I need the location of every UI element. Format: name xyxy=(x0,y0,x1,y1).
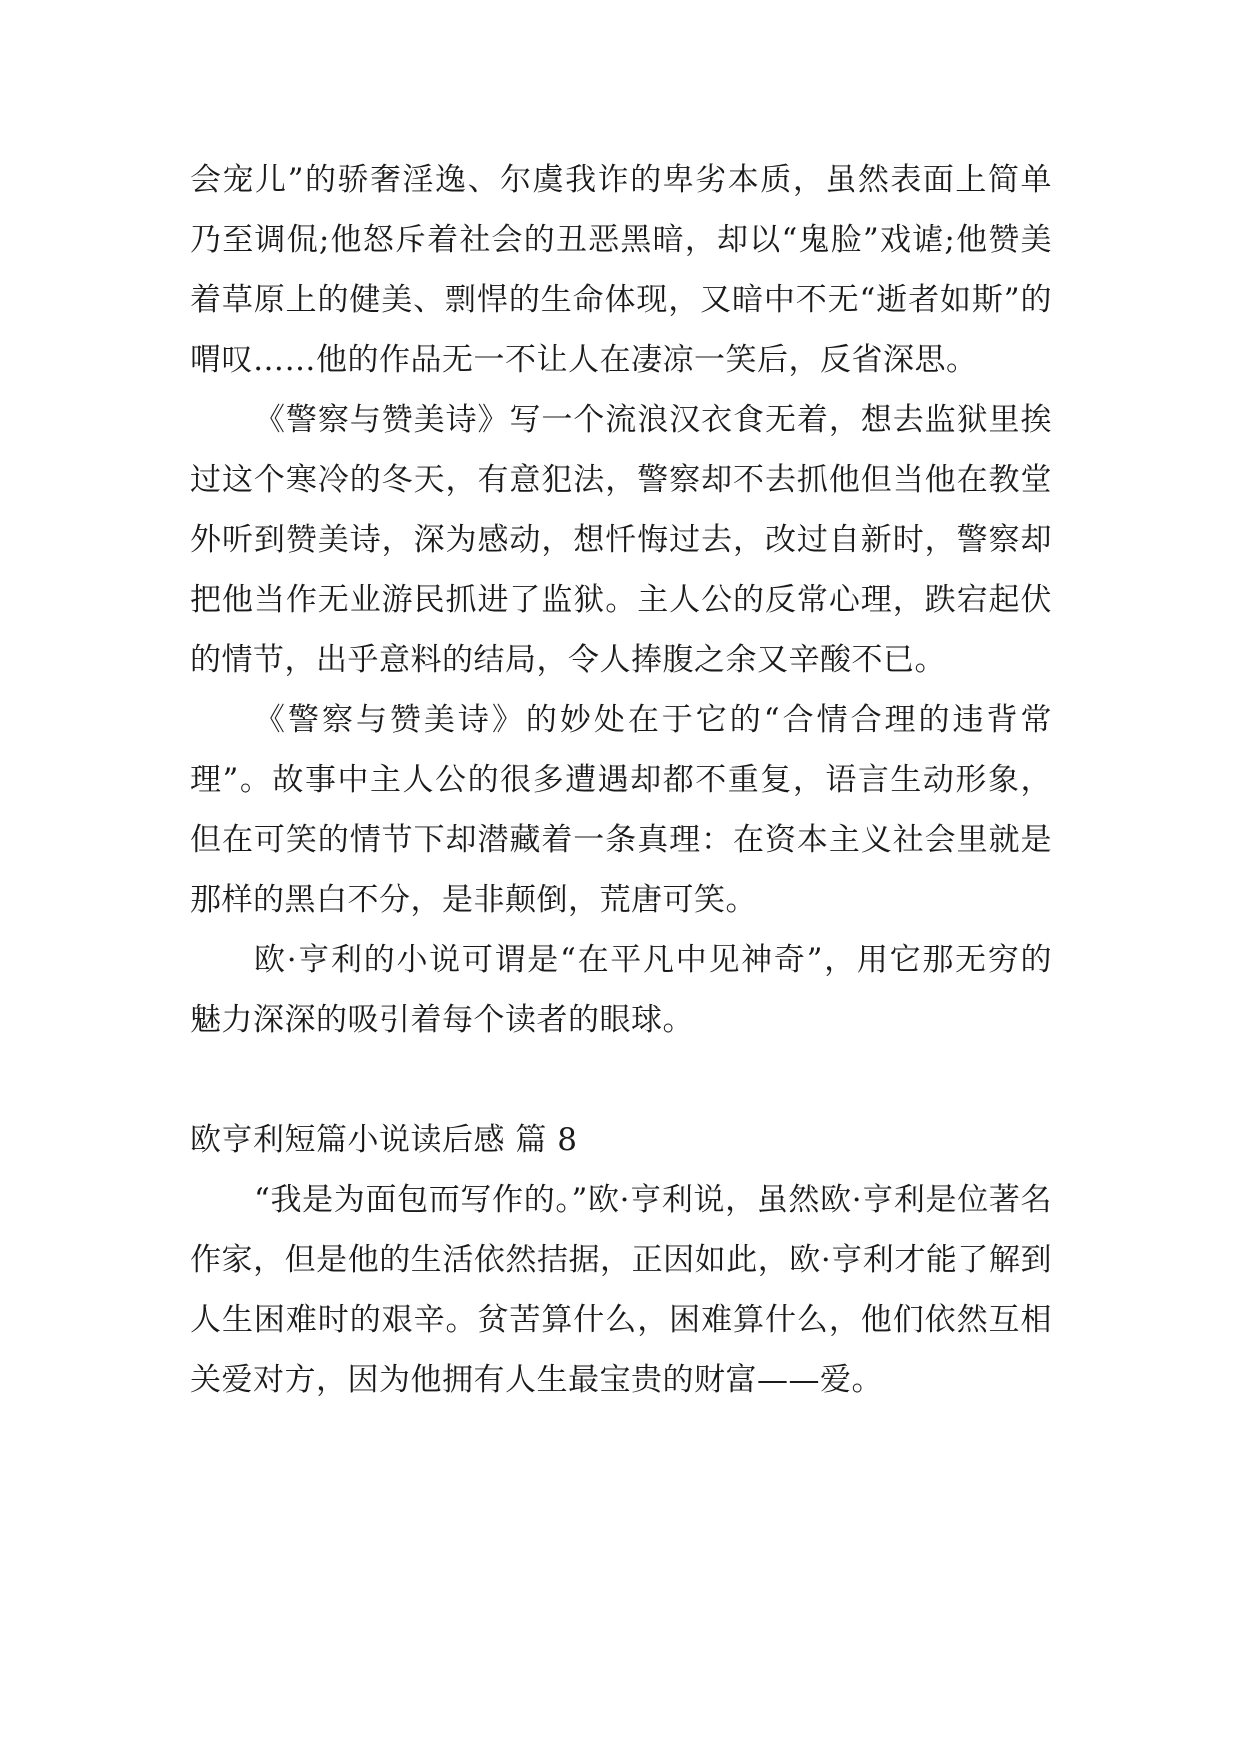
paragraph-continuation: 会宠儿”的骄奢淫逸、尔虞我诈的卑劣本质，虽然表面上简单乃至调侃;他怒斥着社会的丑恶黑暗，却以“鬼脸”戏谑;他赞美着草原上的健美、剽悍的生命体现，又暗中不无“逝者如斯”的喟叹……他的作品无一不让人在凄凉一笑后，反省深思。 xyxy=(190,162,1052,378)
document-page xyxy=(190,150,1052,1410)
paragraph-police-hymn-analysis: 《警察与赞美诗》的妙处在于它的“合情合理的违背常理”。故事中主人公的很多遭遇却都不重复，语言生动形象，但在可笑的情节下却潜藏着一条真理：在资本主义社会里就是那样的黑白不分，是非颠倒，荒唐可笑。 xyxy=(190,702,1052,918)
paragraph-bread-quote: “我是为面包而写作的。”欧·亨利说，虽然欧·亨利是位著名作家，但是他的生活依然拮据，正因如此，欧·亨利才能了解到人生困难时的艰辛。贫苦算什么，困难算什么，他们依然互相关爱对方，因为他拥有人生最宝贵的财富——爱。 xyxy=(190,1182,1052,1398)
section-heading: 欧亨利短篇小说读后感 篇 8 xyxy=(190,1122,578,1158)
paragraph-police-hymn-summary: 《警察与赞美诗》写一个流浪汉衣食无着，想去监狱里挨过这个寒冷的冬天，有意犯法，警察却不去抓他但当他在教堂外听到赞美诗，深为感动，想忏悔过去，改过自新时，警察却把他当作无业游民抓进了监狱。主人公的反常心理，跌宕起伏的情节，出乎意料的结局，令人捧腹之余又辛酸不已。 xyxy=(190,402,1052,678)
section-gap xyxy=(190,1050,1052,1110)
paragraph-ohenry-praise: 欧·亨利的小说可谓是“在平凡中见神奇”，用它那无穷的魅力深深的吸引着每个读者的眼球。 xyxy=(190,942,1052,1038)
